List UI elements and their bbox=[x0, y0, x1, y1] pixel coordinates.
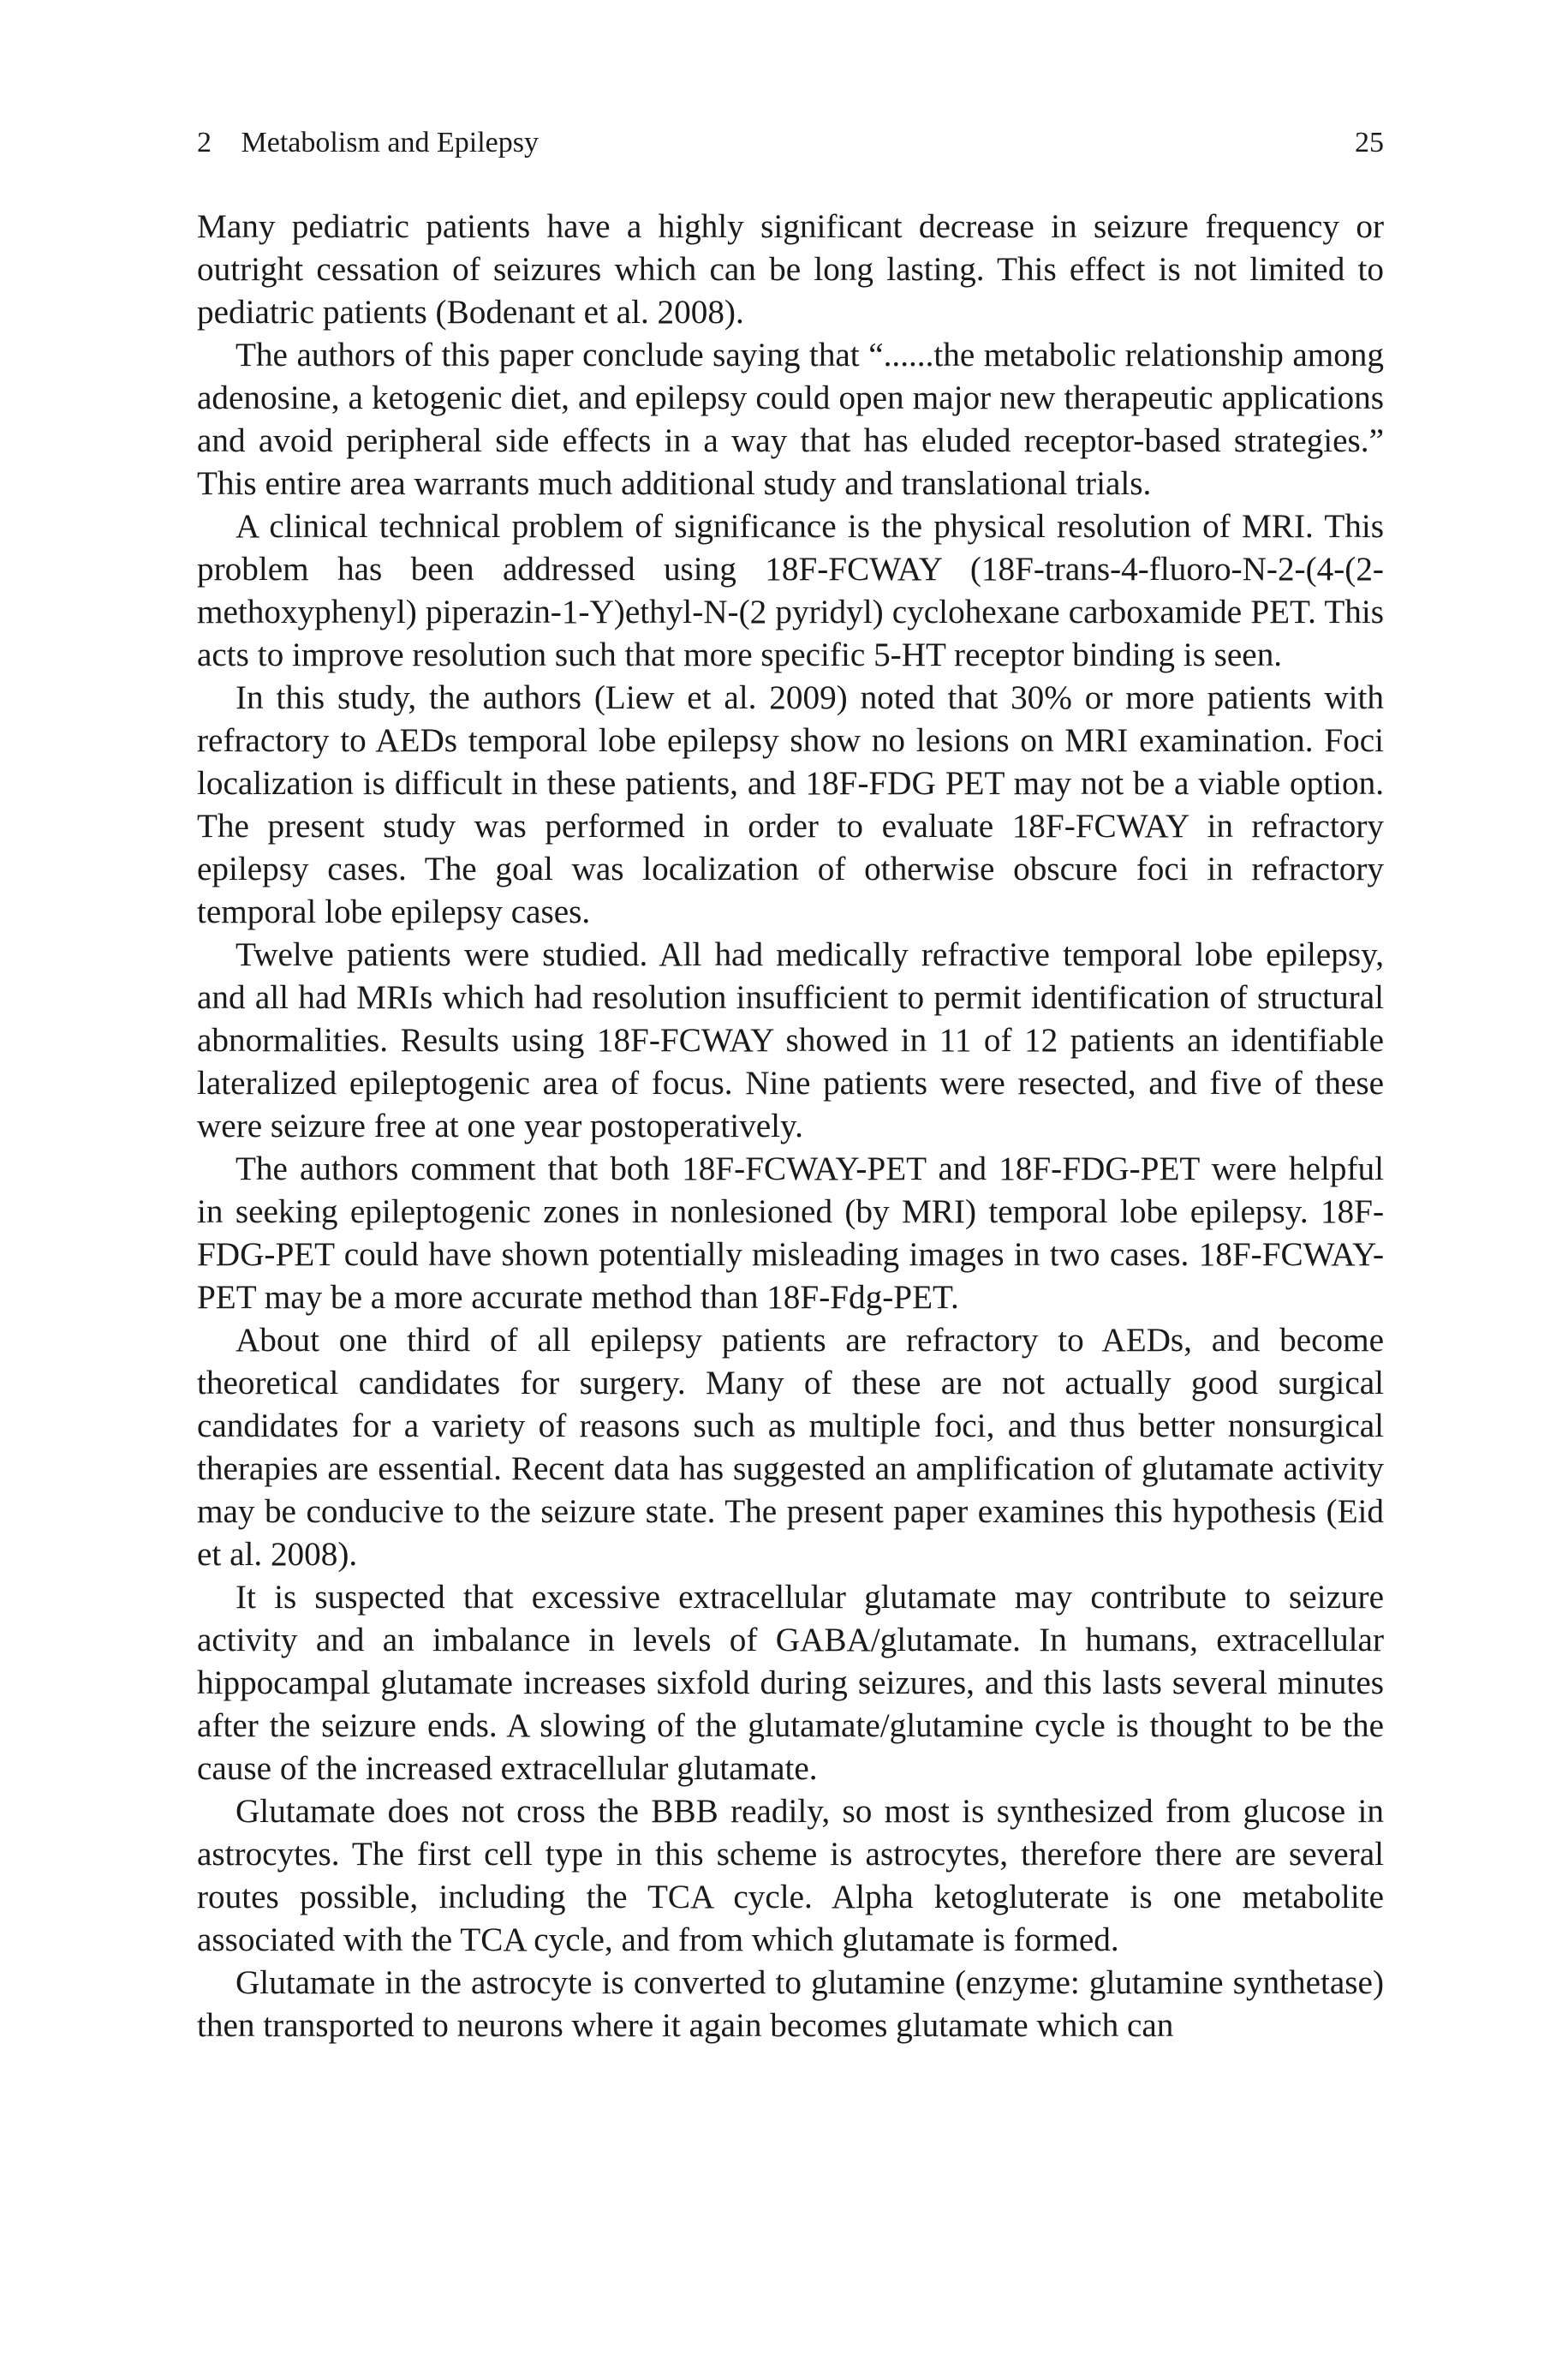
paragraph: It is suspected that excessive extracellular glutamate may contribute to seizure activity and an imbalance in levels of GABA/glutamate. In humans, extracellular hippocampal glutamate increases sixfold during seizures, and this lasts several minutes after the seizure ends. A slowing of the glutamate/glutamine cycle is thought to be the cause of the increased extracellular glutamate. bbox=[197, 1579, 1384, 1787]
paragraph: Many pediatric patients have a highly significant decrease in seizure frequency or outright cessation of seizures which can be long lasting. This effect is not limited to pediatric patients (Bodenant et al. 2008). bbox=[197, 208, 1384, 331]
paragraph: A clinical technical problem of significance is the physical resolution of MRI. This problem has been addressed using 18F-FCWAY (18F-trans-4-fluoro-N-2-(4-(2-methoxyphenyl) piperazin-1-Y)ethyl-N-(2 pyridyl) cyclohexane carboxamide PET. This acts to improve resolution such that more specific 5-HT receptor binding is seen. bbox=[197, 508, 1384, 673]
paragraph: The authors comment that both 18F-FCWAY-PET and 18F-FDG-PET were helpful in seeking epileptogenic zones in nonlesioned (by MRI) temporal lobe epilepsy. 18F-FDG-PET could have shown potentially misleading images in two cases. 18F-FCWAY-PET may be a more accurate method than 18F-Fdg-PET. bbox=[197, 1150, 1384, 1316]
paragraph: Glutamate does not cross the BBB readily, so most is synthesized from glucose in astrocytes. The first cell type in this scheme is astrocytes, therefore there are several routes possible, including the TCA cycle. Alpha ketogluterate is one metabolite associated with the TCA cycle, and from which glutamate is formed. bbox=[197, 1793, 1384, 1958]
paragraph: In this study, the authors (Liew et al. 2009) noted that 30% or more patients with refractory to AEDs temporal lobe epilepsy show no lesions on MRI examination. Foci localization is difficult in these patients, and 18F-FDG PET may not be a viable option. The present study was performed in order to evaluate 18F-FCWAY in refractory epilepsy cases. The goal was localization of otherwise obscure foci in refractory temporal lobe epilepsy cases. bbox=[197, 679, 1384, 930]
paragraph: Glutamate in the astrocyte is converted to glutamine (enzyme: glutamine synthetase) then transported to neurons where it again becomes glutamate which can bbox=[197, 1964, 1384, 2044]
page-number: 25 bbox=[1355, 127, 1384, 158]
paragraph: Twelve patients were studied. All had medically refractive temporal lobe epilepsy, and all had MRIs which had resolution insufficient to permit identification of structural abnormalities. Results using 18F-FCWAY showed in 11 of 12 patients an identifiable lateralized epileptogenic area of focus. Nine patients were resected, and five of these were seizure free at one year postoperatively. bbox=[197, 936, 1384, 1144]
running-head bbox=[197, 122, 1384, 164]
chapter-title: Metabolism and Epilepsy bbox=[241, 127, 540, 158]
body-text bbox=[197, 206, 1384, 2047]
paragraph: The authors of this paper conclude saying that “......the metabolic relationship among adenosine, a ketogenic diet, and epilepsy could open major new therapeutic applications and avoid peripheral side effects in a way that has eluded receptor-based strategies.” This entire area warrants much additional study and translational trials. bbox=[197, 337, 1384, 502]
chapter-number: 2 bbox=[197, 127, 212, 158]
paragraph: About one third of all epilepsy patients are refractory to AEDs, and become theoretical candidates for surgery. Many of these are not actually good surgical candidates for a variety of reasons such as multiple foci, and thus better nonsurgical therapies are essential. Recent data has suggested an amplification of glutamate activity may be conducive to the seizure state. The present paper examines this hypothesis (Eid et al. 2008). bbox=[197, 1322, 1384, 1573]
